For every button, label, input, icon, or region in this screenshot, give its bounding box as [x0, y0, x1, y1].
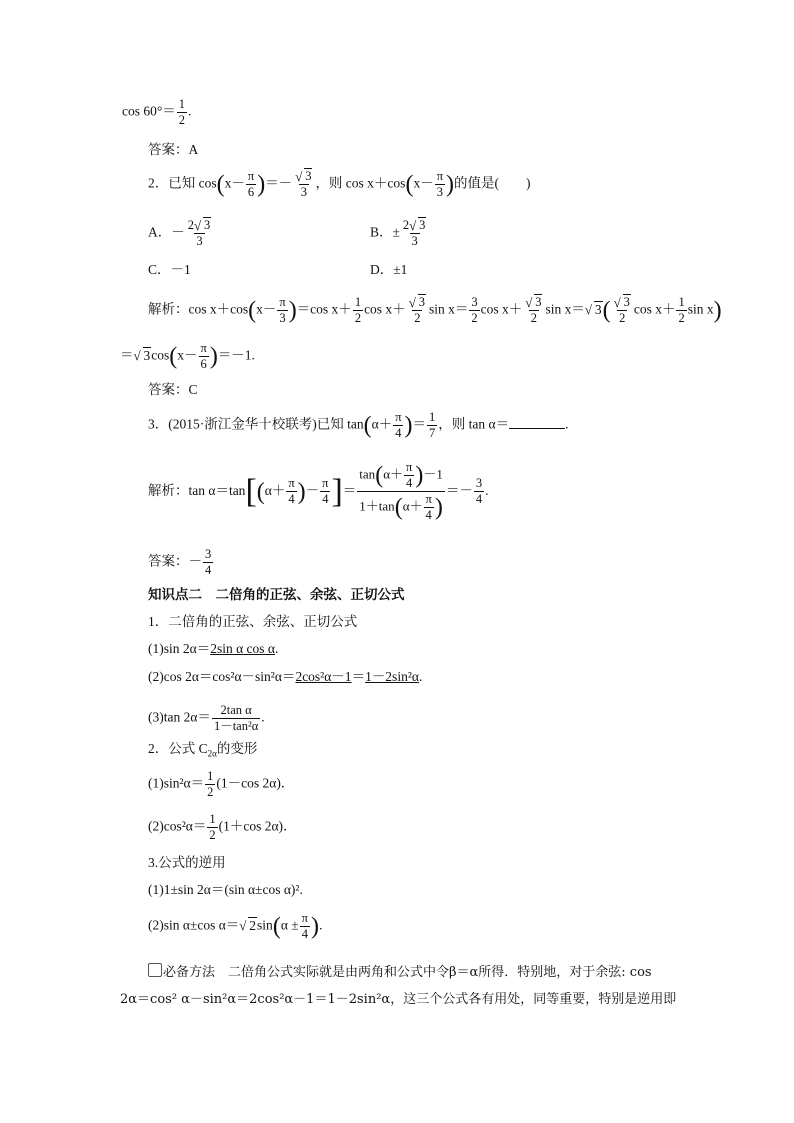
- numerator: 1: [209, 812, 216, 826]
- numerator: π: [436, 169, 443, 183]
- sqrt: [409, 219, 426, 232]
- fraction: [407, 296, 428, 325]
- fraction: [207, 813, 217, 842]
- numerator: 1: [678, 295, 685, 309]
- denominator: 4: [475, 492, 483, 507]
- numerator: 3: [475, 476, 483, 491]
- underlined: cos α: [246, 641, 275, 656]
- t: ＝: [342, 482, 357, 498]
- denominator: [357, 491, 445, 522]
- answer-label: 答案：: [148, 382, 189, 397]
- solution-3: [148, 461, 488, 523]
- paren: (: [394, 494, 403, 521]
- denominator: 3: [279, 311, 286, 326]
- q2-x: x－: [224, 175, 245, 191]
- denominator: 4: [322, 492, 329, 507]
- denominator: 6: [247, 185, 255, 200]
- formula-sin2a: [148, 642, 278, 656]
- fraction: [474, 477, 484, 506]
- t: 1＋tan: [359, 498, 395, 514]
- q3-prefix: 3．(2015·浙江金华十校联考)已知 tan: [148, 416, 364, 432]
- t: (1)sin²α＝: [148, 775, 205, 791]
- t: x－: [256, 301, 277, 317]
- paren: ): [415, 462, 424, 489]
- option-c: C．－1: [148, 262, 191, 277]
- paren: (: [256, 478, 265, 505]
- denominator: 7: [429, 426, 436, 441]
- fraction: [212, 704, 260, 733]
- bracket: [: [245, 472, 257, 510]
- denominator: 4: [288, 492, 295, 507]
- fraction: [177, 98, 187, 127]
- underlined: 2sin α: [210, 641, 244, 656]
- numerator: [186, 219, 214, 233]
- fraction: [435, 170, 445, 199]
- t: sin x＝: [545, 301, 585, 317]
- numerator: 1: [207, 769, 214, 783]
- fraction: [676, 296, 686, 325]
- denominator: 4: [406, 476, 413, 491]
- t: 必备方法 二倍角公式实际就是由两角和公式中令β＝α所得．特别地，对于余弦: cos: [163, 965, 652, 980]
- sqrt: [585, 303, 603, 317]
- radicand: 3: [594, 301, 602, 317]
- denominator: 2: [530, 311, 537, 326]
- fraction: [401, 219, 429, 248]
- method-note-line-2: 2α＝cos² α－sin²α＝2cos²α－1＝1－2sin²α，这三个公式各有用处，同等重要，特别是逆用即: [120, 992, 677, 1007]
- t: cos x＋: [633, 301, 676, 317]
- answer-1: [148, 143, 198, 157]
- t: (1)sin 2α＝: [148, 641, 211, 656]
- t: cos x＋: [480, 301, 523, 317]
- numerator: 1: [354, 295, 362, 309]
- numerator: π: [322, 476, 329, 491]
- t: x－: [177, 347, 198, 363]
- numerator: π: [425, 492, 432, 507]
- t: ，则 tan α＝: [438, 416, 510, 432]
- paren: ): [404, 412, 413, 439]
- paren: ): [713, 297, 722, 324]
- t: tan α＝tan: [188, 482, 246, 498]
- paren: (: [602, 297, 611, 324]
- solution-label: 解析：: [148, 482, 189, 498]
- solution-2-line-2: [120, 342, 255, 371]
- t: cos: [151, 347, 170, 363]
- numerator: π: [247, 169, 255, 183]
- denominator: 4: [205, 563, 212, 578]
- numerator: π: [288, 476, 295, 491]
- sqrt: [525, 296, 542, 309]
- numerator: 1: [429, 410, 436, 424]
- numerator: 1: [178, 97, 186, 111]
- bookmark-icon: [148, 963, 162, 977]
- numerator: 3: [205, 547, 212, 561]
- paren: (: [272, 913, 281, 940]
- t: α＋: [371, 416, 393, 432]
- numerator: [293, 170, 314, 184]
- option-d: D．±1: [370, 262, 408, 277]
- t: α＋: [402, 498, 423, 514]
- numerator: π: [406, 460, 413, 474]
- denominator: 4: [301, 927, 308, 942]
- fraction: [277, 296, 287, 325]
- fraction: [523, 296, 544, 325]
- paren: ): [288, 297, 297, 324]
- t: cos x＋: [364, 301, 406, 317]
- denominator: 2: [207, 785, 214, 800]
- t: (2)cos 2α＝cos²α－sin²α＝: [148, 669, 296, 684]
- coef: 2: [187, 218, 194, 232]
- fraction: [286, 477, 296, 506]
- numerator: π: [279, 295, 286, 309]
- t: sin x＝: [428, 301, 469, 317]
- paren: ): [310, 913, 319, 940]
- denominator: 2: [471, 311, 478, 326]
- numerator: π: [301, 911, 308, 925]
- denominator: 4: [395, 426, 402, 441]
- t: .: [261, 709, 265, 725]
- method-note-line-1: [148, 963, 652, 979]
- coef: 2: [402, 218, 410, 232]
- denominator: 2: [354, 311, 362, 326]
- t: ＝－1.: [217, 347, 255, 363]
- numerator: [523, 296, 544, 310]
- option-a: [148, 219, 214, 248]
- radicand: 3: [623, 295, 630, 309]
- t: .: [565, 416, 569, 432]
- radicand: 3: [419, 218, 426, 232]
- fraction: [293, 170, 314, 199]
- t: ＝: [412, 416, 426, 432]
- question-3: [148, 411, 568, 440]
- option-a-label: A．－: [148, 224, 185, 240]
- t: ＝: [120, 347, 134, 363]
- t: (1－cos 2α)．: [216, 775, 295, 791]
- q2-prefix: 2．已知 cos: [148, 175, 217, 191]
- t: .: [318, 917, 323, 933]
- t: ＝: [351, 669, 366, 684]
- subsection-1: 1．二倍角的正弦、余弦、正切公式: [148, 614, 358, 629]
- denominator: 2: [178, 113, 186, 128]
- numerator: [612, 296, 633, 310]
- section-title: 知识点二 二倍角的正弦、余弦、正切公式: [148, 587, 405, 602]
- solution-label: 解析：: [148, 301, 189, 317]
- paren: ): [209, 343, 218, 370]
- paren: (: [375, 462, 384, 489]
- t: －1: [423, 466, 443, 482]
- numerator: [407, 296, 428, 310]
- fraction: [205, 770, 215, 799]
- numerator: [401, 219, 429, 233]
- option-b: [370, 219, 429, 248]
- paren: ): [434, 494, 443, 521]
- t: tan: [359, 466, 376, 482]
- paren: (: [248, 297, 257, 324]
- denominator: 2: [414, 311, 421, 326]
- paren: ): [257, 171, 266, 198]
- formula-inverse-1: (1)1±sin 2α＝(sin α±cos α)².: [148, 882, 303, 897]
- sqrt: [614, 296, 631, 309]
- text: cos 60°＝: [122, 103, 176, 119]
- period: .: [188, 103, 192, 119]
- t: sin: [257, 917, 273, 933]
- t: 的变形: [216, 741, 258, 756]
- t: α ±: [280, 917, 299, 933]
- t: (3)tan 2α＝: [148, 709, 211, 725]
- underlined: 2cos²α－1: [295, 669, 352, 684]
- equals: ＝－: [265, 175, 293, 191]
- numerator: 2tan α: [220, 703, 252, 717]
- answer-value: C: [188, 382, 198, 397]
- numerator: π: [200, 341, 207, 355]
- t: ＝cos x＋: [296, 301, 352, 317]
- option-b-label: B．±: [370, 224, 400, 240]
- t: ＝－: [445, 482, 473, 498]
- sqrt: [409, 296, 426, 309]
- fraction: [203, 548, 213, 577]
- radicand: 3: [204, 218, 211, 232]
- paren: (: [169, 343, 178, 370]
- line-cos60: [122, 98, 191, 127]
- sqrt: [134, 349, 152, 363]
- denominator: 3: [436, 185, 443, 200]
- fraction: [246, 170, 256, 199]
- fraction: [353, 296, 363, 325]
- answer-label: 答案：: [148, 553, 189, 569]
- paren: (: [363, 412, 372, 439]
- subscript: 2α: [207, 748, 217, 759]
- numerator: π: [395, 410, 402, 424]
- radicand: 3: [305, 169, 312, 183]
- big-fraction: [357, 461, 445, 523]
- sqrt: [295, 170, 312, 183]
- paren: ): [446, 171, 454, 198]
- paren: (: [405, 171, 414, 198]
- t: α＋: [264, 482, 286, 498]
- fraction: [424, 493, 434, 522]
- fraction: [393, 411, 403, 440]
- t: 2．公式 C: [148, 741, 208, 756]
- fraction: [427, 411, 437, 440]
- fraction: [469, 296, 479, 325]
- answer-3: [148, 548, 214, 577]
- answer-value: A: [188, 142, 199, 157]
- fraction: [199, 342, 209, 371]
- denominator: 2: [619, 311, 626, 326]
- t: －: [305, 482, 320, 498]
- q2-x: x－: [413, 175, 434, 191]
- underlined: 1－2sin²α: [365, 669, 419, 684]
- subsection-3: 3.公式的逆用: [148, 855, 226, 870]
- subsection-2: [148, 742, 257, 759]
- t: .: [418, 669, 423, 684]
- answer-2: [148, 383, 198, 397]
- radicand: 2: [249, 917, 257, 933]
- formula-inverse-2: [148, 912, 322, 941]
- t: α＋: [383, 466, 403, 482]
- t: (2)sin α±cos α＝: [148, 917, 240, 933]
- t: .: [274, 641, 279, 656]
- q2-tail: 的值是( ): [454, 175, 531, 191]
- fraction: [612, 296, 633, 325]
- numerator: 3: [471, 295, 478, 309]
- radicand: 3: [143, 347, 151, 363]
- numerator: [357, 461, 445, 491]
- sqrt: [194, 219, 211, 232]
- formula-sin2: [148, 770, 294, 799]
- formula-tan2a: [148, 704, 265, 733]
- t: －: [188, 553, 202, 569]
- fraction: [320, 477, 330, 506]
- denominator: 6: [200, 357, 207, 372]
- fraction: [404, 461, 414, 490]
- denominator: 2: [209, 828, 216, 843]
- t: (1＋cos 2α)．: [218, 818, 297, 834]
- denominator: 3: [300, 185, 307, 200]
- bracket: ]: [331, 472, 343, 510]
- sqrt: [239, 919, 257, 933]
- radicand: 3: [535, 295, 542, 309]
- solution-2-line-1: [148, 296, 722, 325]
- radicand: 3: [418, 295, 425, 309]
- t: sin x: [687, 301, 714, 317]
- denominator: 2: [678, 311, 685, 326]
- denominator: 3: [196, 234, 203, 249]
- fraction: [186, 219, 214, 248]
- paren: (: [216, 171, 225, 198]
- paren: ): [297, 478, 306, 505]
- t: cos x＋cos: [188, 301, 249, 317]
- answer-blank: [509, 428, 565, 429]
- denominator: 4: [425, 508, 432, 523]
- fraction: [300, 912, 310, 941]
- denominator: 3: [411, 234, 418, 249]
- formula-cos2a: [148, 670, 422, 684]
- question-2: [148, 170, 531, 199]
- t: (2)cos²α＝: [148, 818, 207, 834]
- q2-then: ，则 cos x＋cos: [315, 175, 406, 191]
- formula-cos2: [148, 813, 297, 842]
- period: .: [485, 482, 489, 498]
- answer-label: 答案：: [148, 142, 189, 157]
- denominator: 1－tan²α: [213, 719, 259, 734]
